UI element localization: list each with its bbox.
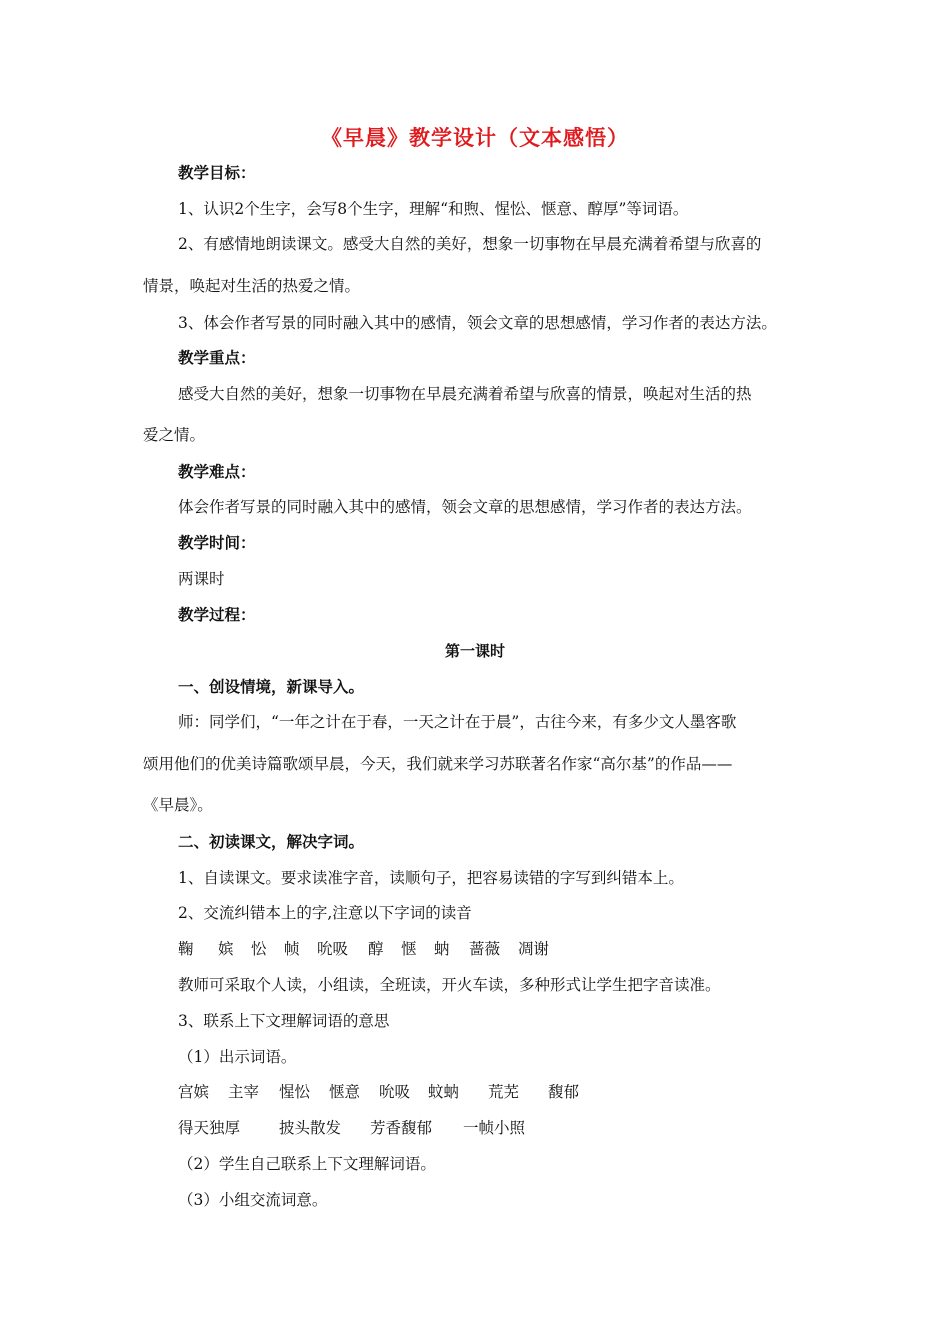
vocabulary-list-1 — [178, 1082, 579, 1102]
step-3: 3、联系上下文理解词语的意思 — [178, 1012, 390, 1030]
vocabulary-list-2 — [178, 1118, 525, 1138]
word-item: 馥郁 — [548, 1083, 580, 1101]
teaching-time-text: 两课时 — [178, 570, 225, 588]
first-lesson-heading: 第一课时 — [444, 642, 505, 660]
pronunciation-word-list — [178, 939, 549, 959]
substep-2: （2）学生自己联系上下文理解词语。 — [178, 1155, 436, 1173]
key-points-cont: 爱之情。 — [143, 426, 206, 444]
step-1: 1、自读课文。要求读准字音，读顺句子，把容易读错的字写到纠错本上。 — [178, 869, 684, 887]
word-item: 主宰 — [228, 1083, 260, 1101]
goal-2: 2、有感情地朗读课文。感受大自然的美好，想象一切事物在早晨充满着希望与欣喜的 — [178, 235, 762, 253]
heading-key-points: 教学重点： — [178, 348, 256, 367]
word-item: 帧 — [284, 940, 300, 958]
word-item: 忪 — [251, 940, 267, 958]
substep-3: （3）小组交流词意。 — [178, 1191, 328, 1209]
word-item: 惺忪 — [279, 1083, 311, 1101]
word-item: 披头散发 — [279, 1119, 342, 1137]
word-item: 鞠 — [178, 940, 194, 958]
section-2-heading: 二、初读课文，解决字词。 — [178, 832, 365, 851]
intro-paragraph-line-1: 师：同学们，“一年之计在于春，一天之计在于晨”，古往今来，有多少文人墨客歌 — [178, 713, 737, 731]
section-1-heading: 一、创设情境，新课导入。 — [178, 677, 365, 696]
word-item: 蔷薇 — [469, 940, 501, 958]
goal-1: 1、认识2个生字，会写8个生字，理解“和煦、惺忪、惬意、醇厚”等词语。 — [178, 200, 689, 218]
step-2: 2、交流纠错本上的字,注意以下字词的读音 — [178, 904, 472, 922]
heading-teaching-process: 教学过程： — [178, 605, 256, 624]
goal-2-cont: 情景，唤起对生活的热爱之情。 — [143, 277, 361, 295]
word-item: 吮吸 — [317, 940, 349, 958]
difficulties-text: 体会作者写景的同时融入其中的感情，领会文章的思想感情，学习作者的表达方法。 — [178, 498, 752, 516]
key-points-text: 感受大自然的美好，想象一切事物在早晨充满着希望与欣喜的情景，唤起对生活的热 — [178, 385, 752, 403]
word-item: 惬 — [401, 940, 417, 958]
word-item: 得天独厚 — [178, 1119, 241, 1137]
goal-3: 3、体会作者写景的同时融入其中的感情，领会文章的思想感情，学习作者的表达方法。 — [178, 314, 777, 332]
heading-teaching-time: 教学时间： — [178, 533, 256, 552]
intro-paragraph-line-2: 颂用他们的优美诗篇歌颂早晨，今天，我们就来学习苏联著名作家“高尔基”的作品—— — [143, 755, 733, 773]
substep-1: （1）出示词语。 — [178, 1048, 297, 1066]
word-item: 惬意 — [329, 1083, 361, 1101]
word-item: 蚋 — [434, 940, 450, 958]
word-item: 荒芜 — [488, 1083, 520, 1101]
heading-difficulties: 教学难点： — [178, 462, 256, 481]
word-item: 一帧小照 — [463, 1119, 526, 1137]
heading-teaching-goals: 教学目标： — [178, 163, 256, 182]
teacher-reading-note: 教师可采取个人读，小组读，全班读，开火车读，多种形式让学生把字音读准。 — [178, 976, 721, 994]
word-item: 醇 — [368, 940, 384, 958]
word-item: 嫔 — [218, 940, 234, 958]
word-item: 芳香馥郁 — [370, 1119, 433, 1137]
document-title: 《早晨》教学设计（文本感悟） — [321, 125, 629, 150]
word-item: 宫嫔 — [178, 1083, 210, 1101]
word-item: 凋谢 — [518, 940, 550, 958]
intro-paragraph-line-3: 《早晨》。 — [143, 796, 213, 814]
word-item: 蚊蚋 — [428, 1083, 460, 1101]
word-item: 吮吸 — [379, 1083, 411, 1101]
